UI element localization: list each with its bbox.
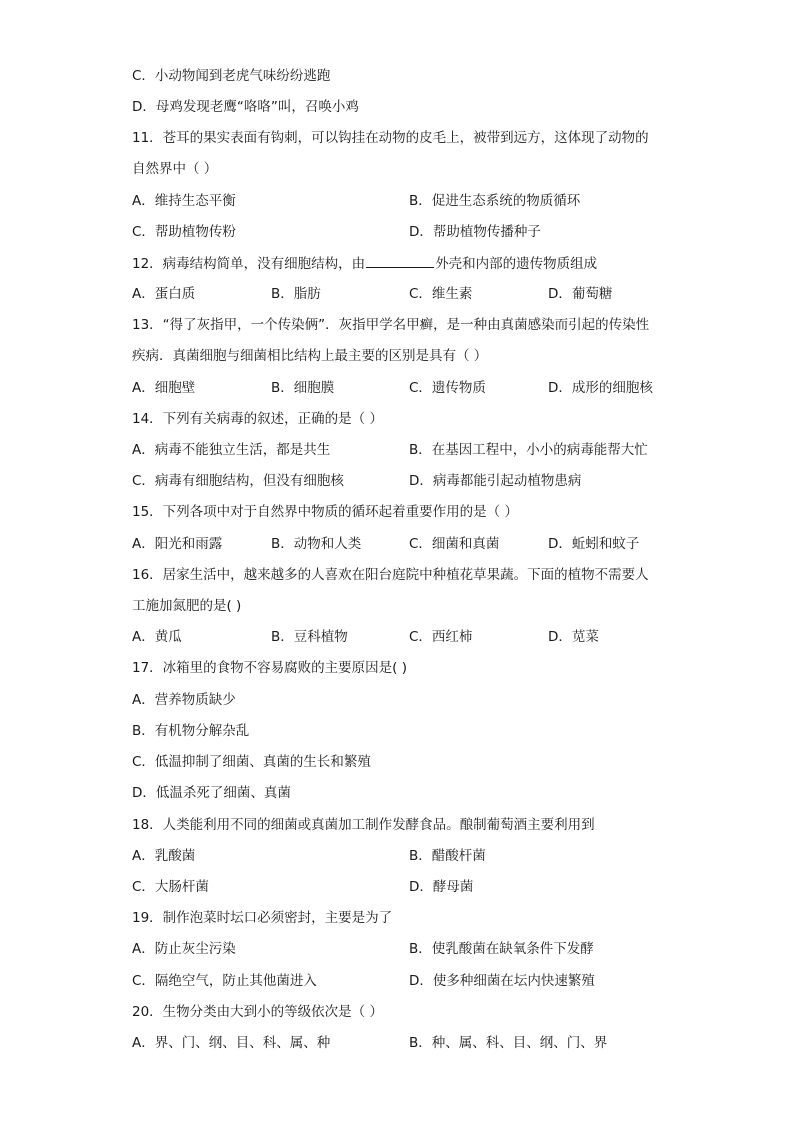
q12-stem-before: 12．病毒结构简单，没有细胞结构，由 xyxy=(132,256,366,272)
q12-stem-after: 外壳和内部的遗传物质组成 xyxy=(435,256,598,272)
q15-option-a: A．阳光和雨露 xyxy=(132,536,223,552)
q17-stem: 17．冰箱里的食物不容易腐败的主要原因是( ) xyxy=(132,660,408,676)
q14-option-d: D．病毒都能引起动植物患病 xyxy=(409,473,582,489)
q10-option-d: D．母鸡发现老鹰“咯咯”叫，召唤小鸡 xyxy=(132,99,359,115)
q11-option-d: D．帮助植物传播种子 xyxy=(409,224,541,240)
q19-option-b: B．使乳酸菌在缺氧条件下发酵 xyxy=(409,941,594,957)
q11-stem-line2: 自然界中（ ） xyxy=(132,161,218,177)
q17-option-b: B．有机物分解杂乱 xyxy=(132,723,250,739)
q15-option-c: C．细菌和真菌 xyxy=(409,536,500,552)
q16-option-b: B．豆科植物 xyxy=(271,629,348,645)
q17-option-d: D．低温杀死了细菌、真菌 xyxy=(132,785,291,801)
q12-option-a: A．蛋白质 xyxy=(132,286,196,302)
q11-option-a: A．维持生态平衡 xyxy=(132,193,236,209)
q18-stem: 18．人类能利用不同的细菌或真菌加工制作发酵食品。酿制葡萄酒主要利用到 xyxy=(132,817,595,833)
q13-option-a: A．细胞壁 xyxy=(132,380,196,396)
q18-option-d: D．酵母菌 xyxy=(409,879,474,895)
q18-option-c: C．大肠杆菌 xyxy=(132,879,209,895)
answer-blank xyxy=(366,253,434,268)
q12-option-d: D．葡萄糖 xyxy=(548,286,613,302)
q16-stem-line1: 16．居家生活中，越来越多的人喜欢在阳台庭院中种植花草果蔬。下面的植物不需要人 xyxy=(132,567,649,583)
q17-option-c: C．低温抑制了细菌、真菌的生长和繁殖 xyxy=(132,754,371,770)
q15-stem: 15．下列各项中对于自然界中物质的循环起着重要作用的是（ ） xyxy=(132,504,518,520)
q14-stem: 14．下列有关病毒的叙述，正确的是（ ） xyxy=(132,411,383,427)
q20-stem: 20．生物分类由大到小的等级依次是（ ） xyxy=(132,1004,383,1020)
q13-option-d: D．成形的细胞核 xyxy=(548,380,653,396)
q12-stem xyxy=(132,253,597,274)
q18-option-b: B．醋酸杆菌 xyxy=(409,848,486,864)
q15-option-d: D．蚯蚓和蚊子 xyxy=(548,536,640,552)
q19-stem: 19．制作泡菜时坛口必须密封，主要是为了 xyxy=(132,910,393,926)
q13-stem-line1: 13．“得了灰指甲，一个传染俩”．灰指甲学名甲癣，是一种由真菌感染而引起的传染性 xyxy=(132,317,650,333)
q11-stem-line1: 11．苍耳的果实表面有钩刺，可以钩挂在动物的皮毛上，被带到远方，这体现了动物的 xyxy=(132,130,649,146)
q13-option-b: B．细胞膜 xyxy=(271,380,335,396)
q19-option-a: A．防止灰尘污染 xyxy=(132,941,236,957)
q12-option-b: B．脂肪 xyxy=(271,286,321,302)
q11-option-c: C．帮助植物传粉 xyxy=(132,224,236,240)
q16-option-d: D．苋菜 xyxy=(548,629,599,645)
q16-option-a: A．黄瓜 xyxy=(132,629,182,645)
q11-option-b: B．促进生态系统的物质循环 xyxy=(409,193,581,209)
q15-option-b: B．动物和人类 xyxy=(271,536,362,552)
q13-stem-line2: 疾病．真菌细胞与细菌相比结构上最主要的区别是具有（ ） xyxy=(132,348,488,364)
q12-option-c: C．维生素 xyxy=(409,286,473,302)
q19-option-c: C．隔绝空气，防止其他菌进入 xyxy=(132,973,317,989)
q17-option-a: A．营养物质缺少 xyxy=(132,692,236,708)
q14-option-b: B．在基因工程中，小小的病毒能帮大忙 xyxy=(409,442,648,458)
q18-option-a: A．乳酸菌 xyxy=(132,848,196,864)
q20-option-a: A．界、门、纲、目、科、属、种 xyxy=(132,1035,331,1051)
q16-stem-line2: 工施加氮肥的是( ) xyxy=(132,598,242,614)
q16-option-c: C．西红柿 xyxy=(409,629,473,645)
q10-option-c: C．小动物闻到老虎气味纷纷逃跑 xyxy=(132,68,331,84)
q14-option-a: A．病毒不能独立生活，都是共生 xyxy=(132,442,331,458)
q19-option-d: D．使多种细菌在坛内快速繁殖 xyxy=(409,973,595,989)
q14-option-c: C．病毒有细胞结构，但没有细胞核 xyxy=(132,473,344,489)
q13-option-c: C．遗传物质 xyxy=(409,380,486,396)
q20-option-b: B．种、属、科、目、纲、门、界 xyxy=(409,1035,608,1051)
